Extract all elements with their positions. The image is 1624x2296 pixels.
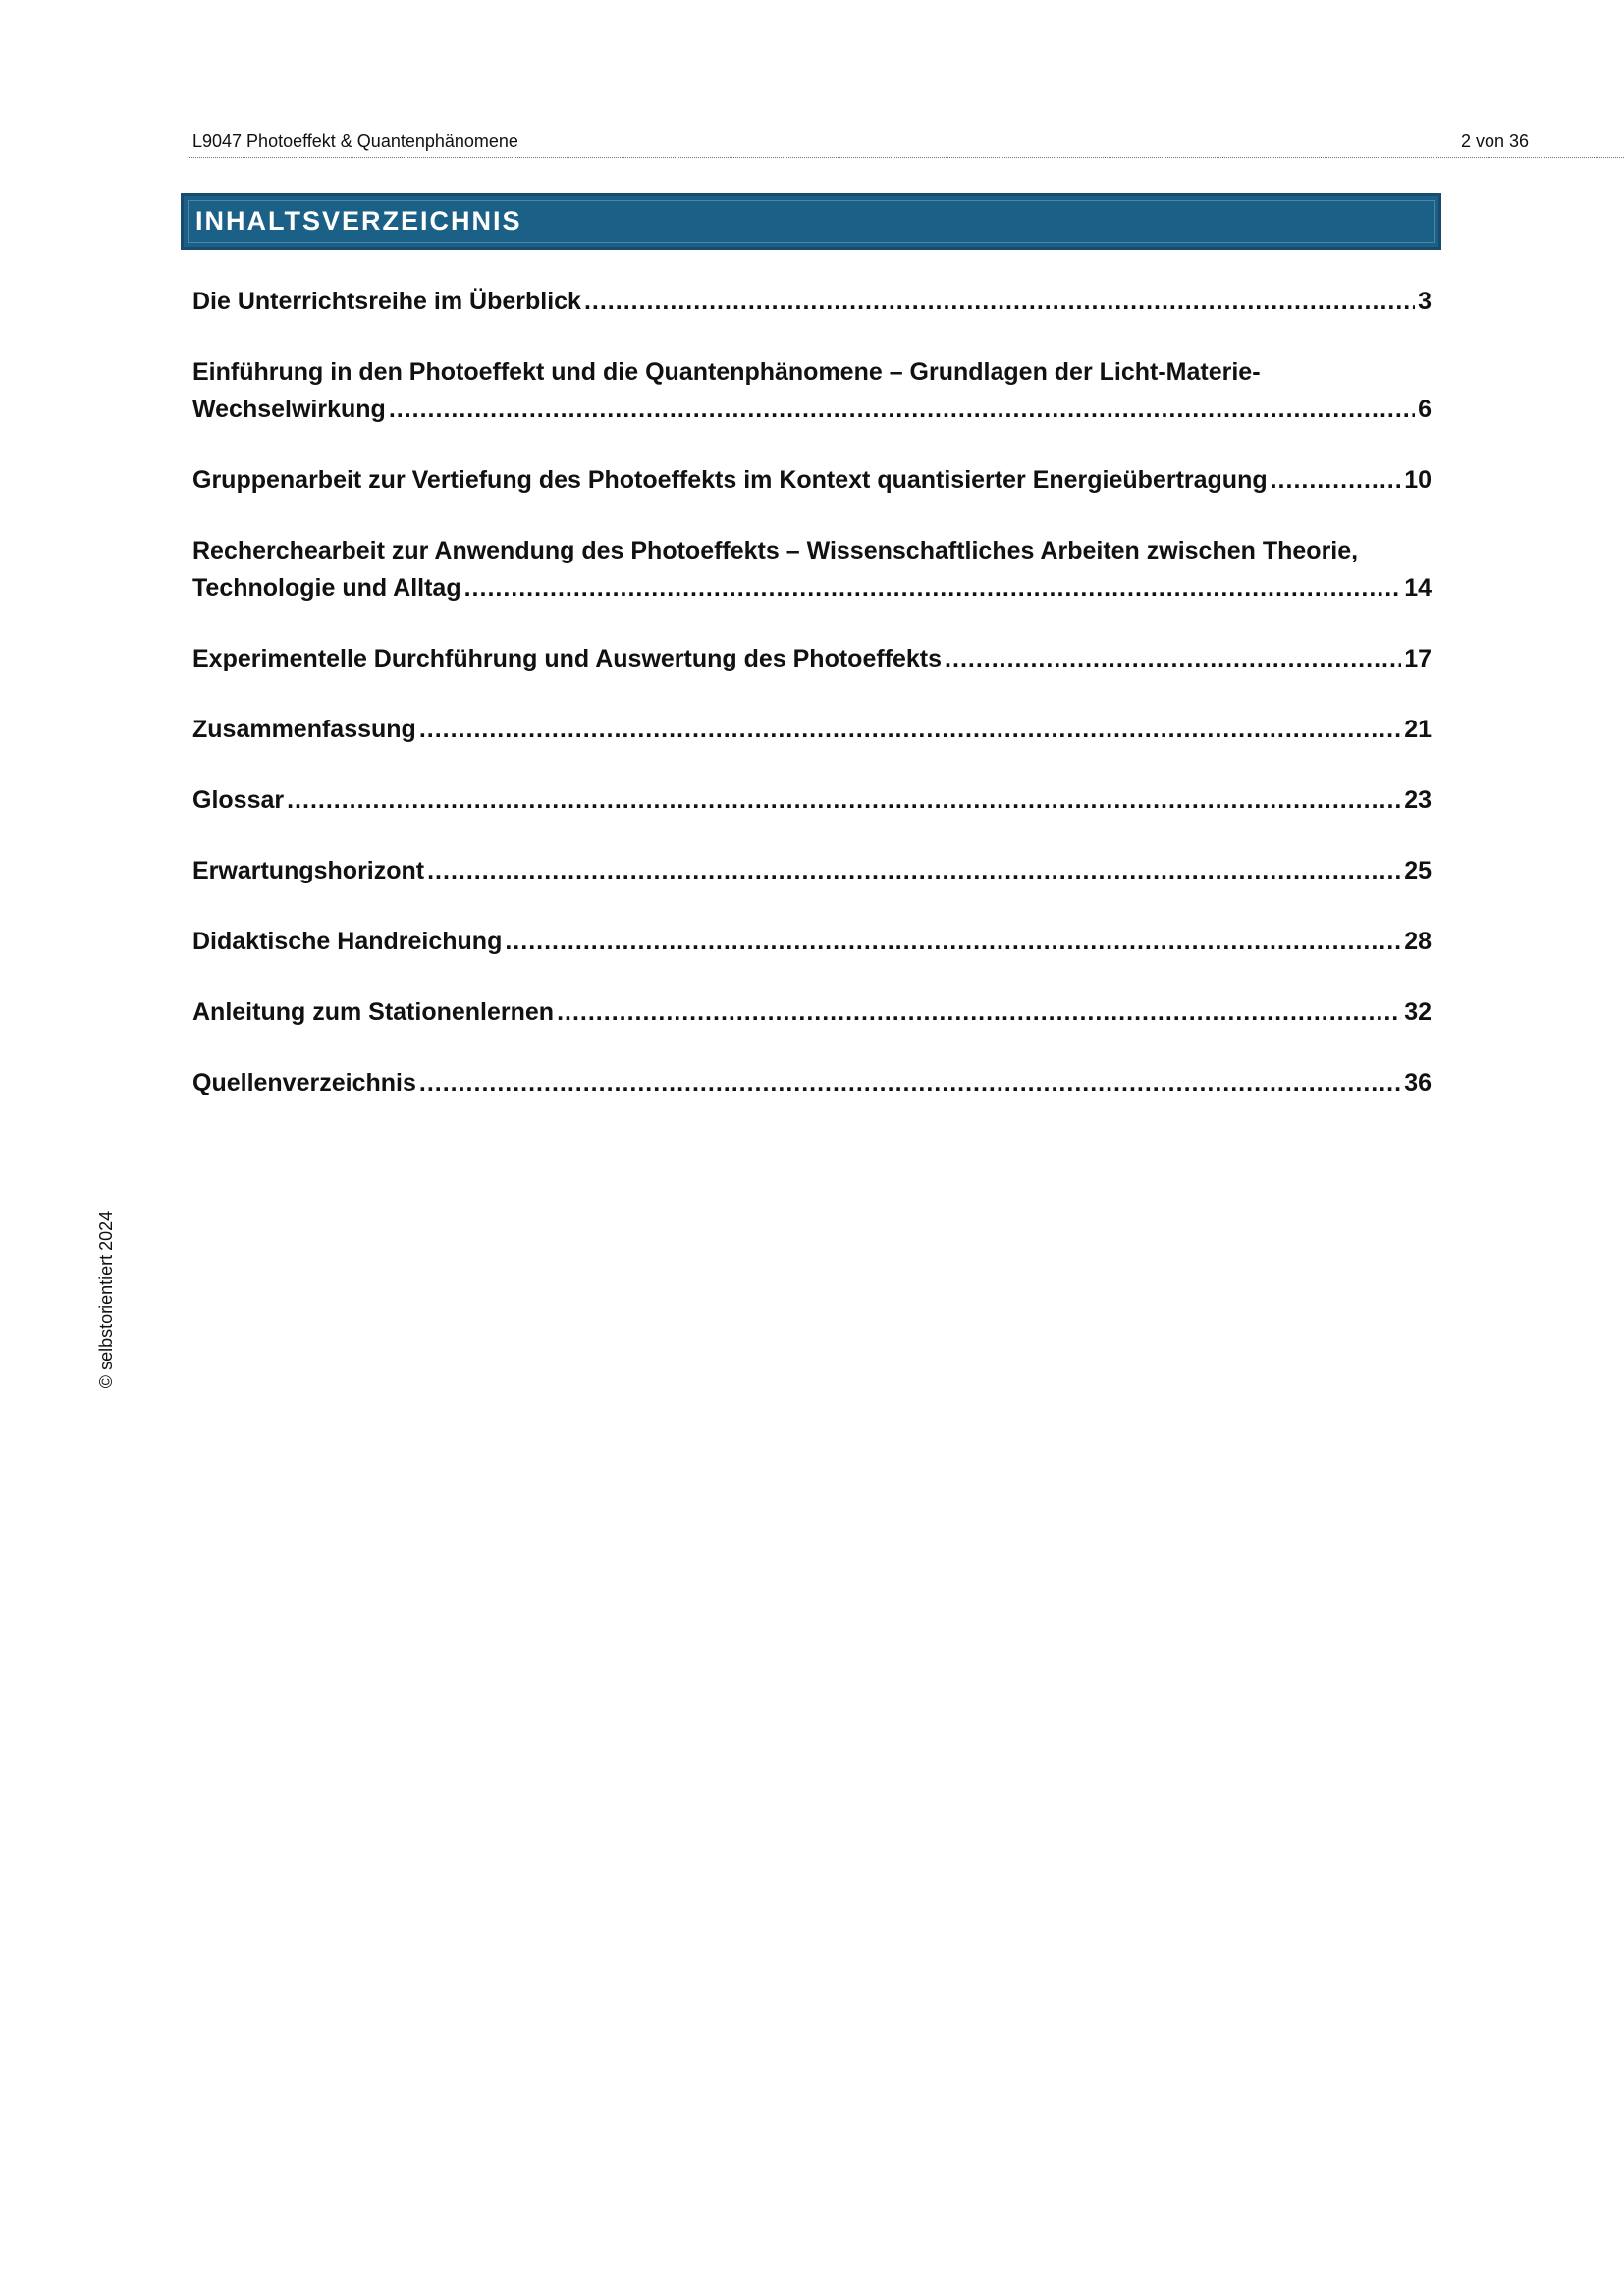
toc-entry[interactable] (192, 1064, 1432, 1101)
toc-dot-leader (505, 923, 1401, 960)
toc-page-number: 32 (1404, 998, 1432, 1026)
toc-entry-title: Zusammenfassung (192, 716, 416, 743)
toc-page-number: 6 (1418, 396, 1432, 423)
toc-entry[interactable] (192, 781, 1432, 819)
toc-entry[interactable] (192, 993, 1432, 1031)
copyright-side-note: © selbstorientiert 2024 (96, 1210, 116, 1389)
toc-entry-title: Quellenverzeichnis (192, 1069, 416, 1096)
toc-entry-title: Gruppenarbeit zur Vertiefung des Photoeffekts im Kontext quantisierter Energieübertragung (192, 466, 1268, 494)
toc-entry-title: Die Unterrichtsreihe im Überblick (192, 288, 581, 315)
toc-dot-leader (557, 993, 1401, 1031)
toc-entry-title: Experimentelle Durchführung und Auswertung des Photoeffekts (192, 645, 943, 672)
toc-page-number: 3 (1418, 288, 1432, 315)
toc-entry-title: Glossar (192, 786, 285, 814)
toc-page-number: 21 (1404, 716, 1432, 743)
toc-dot-leader (584, 283, 1415, 320)
document-title: L9047 Photoeffekt & Quantenphänomene (192, 132, 518, 151)
toc-entry[interactable] (192, 353, 1432, 428)
toc-dot-leader (427, 852, 1401, 889)
toc-dot-leader (464, 569, 1402, 607)
page-indicator: 2 von 36 (1461, 132, 1530, 151)
toc-entry-title: Erwartungshorizont (192, 857, 425, 884)
toc-page-number: 25 (1404, 857, 1432, 884)
toc-page-number: 17 (1404, 645, 1432, 672)
toc-entry-title: Wechselwirkung (192, 396, 386, 423)
toc-dot-leader (1271, 461, 1402, 499)
toc-dot-leader (389, 391, 1415, 428)
toc-entry-title-line-1: Recherchearbeit zur Anwendung des Photoeffekts – Wissenschaftliches Arbeiten zwischen Theorie, (192, 537, 1359, 564)
toc-dot-leader (419, 711, 1401, 748)
toc-dot-leader (287, 781, 1401, 819)
toc-entry-title: Anleitung zum Stationenlernen (192, 998, 555, 1026)
toc-entry[interactable] (192, 283, 1432, 320)
toc-entry-title: Didaktische Handreichung (192, 928, 503, 955)
toc-page-number: 36 (1404, 1069, 1432, 1096)
toc-heading: INHALTSVERZEICHNIS (195, 206, 522, 236)
toc-heading-banner (181, 193, 1441, 250)
toc-entry-title: Technologie und Alltag (192, 574, 461, 602)
toc-dot-leader (945, 640, 1401, 677)
toc-dot-leader (419, 1064, 1401, 1101)
toc-entry[interactable] (192, 461, 1432, 499)
toc-entry-title-line-1: Einführung in den Photoeffekt und die Quantenphänomene – Grundlagen der Licht-Materie- (192, 358, 1261, 386)
toc-entry[interactable] (192, 923, 1432, 960)
toc-entry[interactable] (192, 711, 1432, 748)
toc-entry[interactable] (192, 852, 1432, 889)
toc-page-number: 14 (1404, 574, 1432, 602)
toc-entry[interactable] (192, 532, 1432, 607)
toc-page-number: 28 (1404, 928, 1432, 955)
page-header (189, 128, 1624, 158)
toc-page-number: 10 (1404, 466, 1432, 494)
table-of-contents (192, 283, 1432, 1135)
toc-page-number: 23 (1404, 786, 1432, 814)
toc-entry[interactable] (192, 640, 1432, 677)
